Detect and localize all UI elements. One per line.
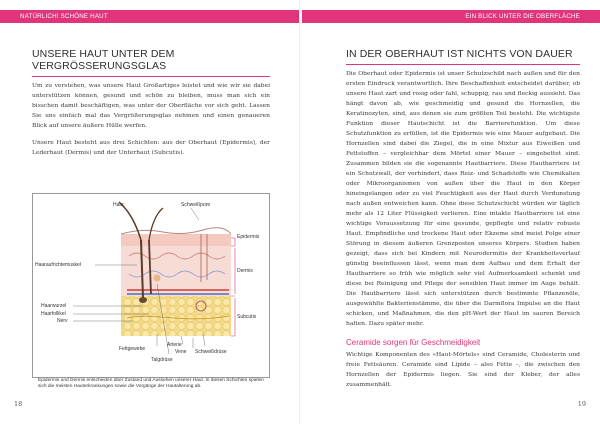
label-subcutis: Subcutis [237,314,257,320]
label-haarwurzel: Haarwurzel [41,303,67,309]
page-number-left: 18 [14,400,23,408]
header-left-text: NATÜRLICH! SCHÖNE HAUT [20,13,108,20]
label-schweissdruese: Schweißdrüse [195,349,227,355]
left-heading-rule [32,76,270,77]
right-heading: IN DER OBERHAUT IST NICHTS VON DAUER [346,48,573,60]
right-subheading: Ceramide sorgen für Geschmeidigkeit [346,338,481,347]
left-paragraph-2: Unsere Haut besteht aus drei Schichten: aus der Oberhaut (Epidermis), der Lederhaut (Dermis) und der Unterhaut (Subcutis). [32,139,270,156]
left-column [32,48,270,158]
label-dermis: Dermis [237,268,253,274]
label-haar: Haar [113,202,124,208]
running-header-left [0,10,300,23]
skin-cross-section-illustration [33,194,271,379]
right-column [346,48,580,390]
right-paragraph-1: Die Oberhaut oder Epidermis ist unser Schutzschild nach außen und für den ersten Eindruck verantwortlich. Ihre Beschaffenheit entscheidet darüber, ob unsere Haut zart und rosig oder fahl, schuppig, rau und fleckig aussieht. Das hängt davon ab, wie geschmeidig und gesund die Hornzellen, die Keratinozyten, sind, aus denen sie zum größten Teil besteht. Die wichtigste Funktion dieser Hautschicht ist die Barrierefunktion. Um diese Schutzfunktion zu erfüllen, ist die Epidermis wie eine Mauer aufgebaut. Die Hornzellen sind dabei die Ziegel, die in eine Mixtur aus Eiweißen und Fettstoffen – vergleichbar dem Mörtel einer Mauer – eingebettet sind. Zusammen bilden sie die sogenannte Hautbarriere. Diese Hautbarriere ist ein Schutzwall, der verhindert, dass Reiz- und Schadstoffe wie Chemikalien oder Mikroorganismen von außen über die Haut in den Körper hineingelangen oder zu viel Feuchtigkeit aus der Haut durch Verdunstung nach außen entweichen kann. Ohne diese Schutzschicht würden wir täglich mehr als 12 Liter Flüssigkeit verlieren. Eine intakte Hautbarriere ist eine wichtige Voraussetzung für eine gesunde, gepflegte und relativ robuste Haut. Empfindliche und trockene Haut oder Ekzeme sind meist Folge einer Störung in diesem äußeren Grenzposten unseres Körpers. Studien haben gezeigt, dass sich bei Kindern mit Neurodermitis der Krankheitsverlauf günstig beeinflussen lässt, wenn man dem Aufbau und dem Erhalt der Hautbarriere so früh wie möglich sehr viel Aufmerksamkeit schenkt und diese bei Reinigung und Pflege der sensiblen Haut immer im Auge behält. Die Hautbarriere lässt sich unterstützen durch bestimmte Pflanzenöle, ausgewählte Bakterienstämme, die über die Darmflora Impulse an die Haut schicken, und Maßnahmen, die den pH-Wert der Haut im sauren Bereich halten. Dazu später mehr. [346,70,580,327]
right-heading-rule [346,64,580,65]
skin-diagram-figure [32,193,270,390]
label-fettgewebe: Fettgewebe [119,346,146,352]
page-gutter [299,0,300,424]
label-vene: Vene [175,349,187,355]
label-epidermis: Epidermis [237,234,260,240]
left-paragraph-1: Um zu verstehen, was unsere Haut Großartiges leistet und wie wir sie dabei unterstützen können, gesund und schön zu bleiben, muss man sich ein bisschen damit beschäftigen, was unter der Oberfläche vor sich geht. Lassen Sie uns einfach mal das Vergrößerungsglas nehmen und einen genaueren Blick auf unsere äußere Hülle werfen. [32,82,270,129]
header-right-text: EIN BLICK UNTER DIE OBERFLÄCHE [465,13,580,20]
label-nerv: Nerv [57,318,68,324]
label-haaraufrichtemuskel: Haaraufrichtemuskel [35,262,81,268]
page-number-right: 19 [577,400,586,408]
epidermis-layer [121,234,231,246]
left-heading: UNSERE HAUT UNTER DEM VERGRÖSSERUNGSGLAS [32,48,175,72]
label-schweisspore: Schweißpore [181,202,211,208]
right-paragraph-2: Wichtige Komponenten des »Haut-Mörtels« sind Ceramide, Cholesterin und freie Fettsäuren. Ceramide sind Lipide – also Fette –, die zwischen den Hornzellen der Epidermis liegen. Sie sind der Kleber, der alles zusammenhält. [346,351,580,388]
label-talgdruese: Talgdrüse [151,357,173,363]
figure-caption: Epidermis und Dermis entscheiden über Zustand und Aussehen unserer Haut. In diesen Schichten spielen sich die meisten Hauterkrankungen sowie die Vorgänge der Hautalterung ab. [38,378,264,390]
label-arterie: Arterie [167,342,182,348]
label-haarfollikel: Haarfollikel [41,311,66,317]
running-header-right [302,10,600,23]
